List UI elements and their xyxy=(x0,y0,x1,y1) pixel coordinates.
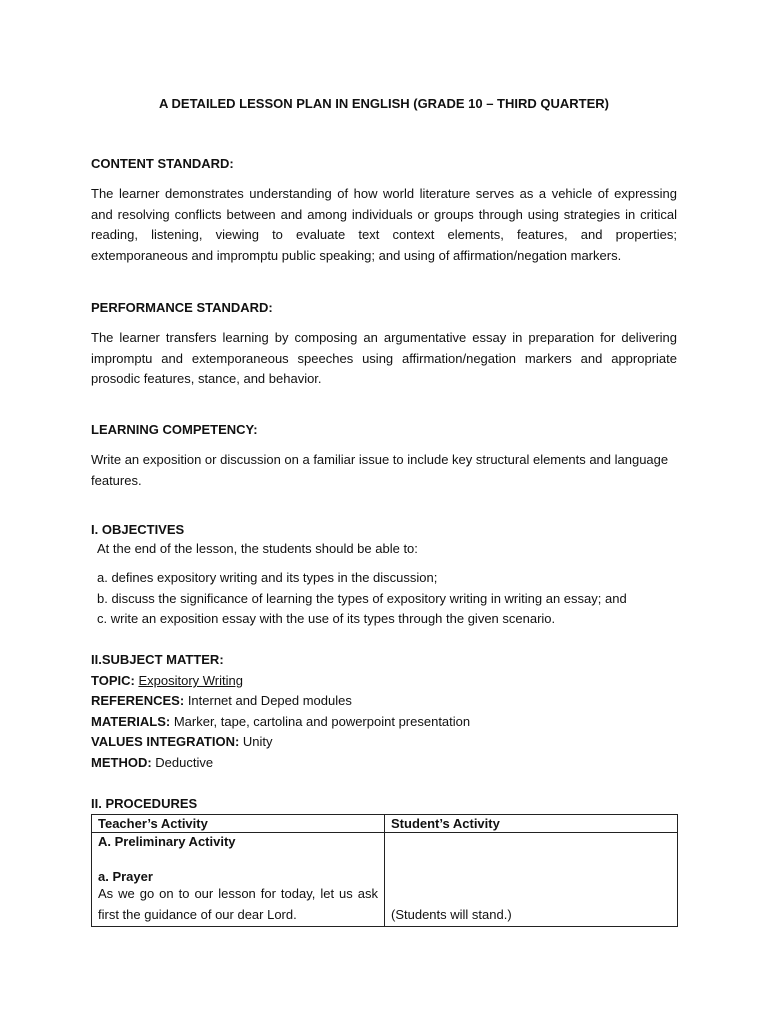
values-integration-label: VALUES INTEGRATION: xyxy=(91,734,240,749)
materials-line xyxy=(91,712,677,733)
table-row xyxy=(92,833,678,927)
values-integration-value: Unity xyxy=(242,734,273,749)
method-label: METHOD: xyxy=(91,755,152,770)
method-line xyxy=(91,753,677,774)
content-standard-section xyxy=(91,156,677,171)
objectives-heading: I. OBJECTIVES xyxy=(91,522,185,537)
references-line xyxy=(91,691,677,712)
student-activity-cell xyxy=(385,833,678,927)
topic-line xyxy=(91,671,677,692)
objective-item-c: c. write an exposition essay with the use of its types through the given scenario. xyxy=(97,611,556,626)
prayer-label: a. Prayer xyxy=(98,869,153,884)
objective-item-a: a. defines expository writing and its types in the discussion; xyxy=(97,570,438,585)
method-value: Deductive xyxy=(155,755,214,770)
performance-standard-heading: PERFORMANCE STANDARD: xyxy=(91,300,273,315)
topic-label: TOPIC: xyxy=(91,673,135,688)
objective-item-b: b. discuss the significance of learning the types of expository writing in writing an essay; and xyxy=(97,591,627,606)
subject-matter-heading-text: II.SUBJECT MATTER: xyxy=(91,652,224,667)
content-standard-text: The learner demonstrates understanding of how world literature serves as a vehicle of expressing and resolving conflicts between and among individuals or groups through using strategies in critical reading, listening, viewing to evaluate text context elements, features, and properties; extemporaneous and impromptu public speaking; and using of affirmation/negation markers. xyxy=(91,186,677,263)
objectives-intro: At the end of the lesson, the students should be able to: xyxy=(97,541,418,556)
procedures-table xyxy=(91,814,678,927)
content-standard-heading: CONTENT STANDARD: xyxy=(91,156,234,171)
materials-label: MATERIALS: xyxy=(91,714,171,729)
procedures-heading xyxy=(91,794,677,815)
preliminary-activity-label: A. Preliminary Activity xyxy=(98,834,236,849)
references-value: Internet and Deped modules xyxy=(187,693,352,708)
prayer-text: As we go on to our lesson for today, let us ask first the guidance of our dear Lord. xyxy=(98,886,378,922)
performance-standard-text: The learner transfers learning by composing an argumentative essay in preparation for delivering impromptu and extemporaneous speeches using affirmation/negation markers and appropriate prosodic features, stance, and behavior. xyxy=(91,330,677,387)
table-header-row xyxy=(92,815,678,833)
teacher-activity-cell xyxy=(92,833,385,927)
student-response: (Students will stand.) xyxy=(391,907,512,923)
learning-competency-section xyxy=(91,422,677,437)
materials-value: Marker, tape, cartolina and powerpoint presentation xyxy=(173,714,471,729)
subject-matter-heading xyxy=(91,650,677,671)
learning-competency-text: Write an exposition or discussion on a familiar issue to include key structural elements and language features. xyxy=(91,452,669,488)
performance-standard-section xyxy=(91,300,677,315)
references-label: REFERENCES: xyxy=(91,693,185,708)
document-title: A DETAILED LESSON PLAN IN ENGLISH (GRADE 10 – THIRD QUARTER) xyxy=(159,96,609,111)
learning-competency-heading: LEARNING COMPETENCY: xyxy=(91,422,258,437)
topic-value: Expository Writing xyxy=(138,673,243,688)
student-activity-header: Student’s Activity xyxy=(385,815,678,833)
values-integration-line xyxy=(91,732,677,753)
objectives-section xyxy=(91,522,677,537)
teacher-activity-header: Teacher’s Activity xyxy=(92,815,385,833)
procedures-heading-text: II. PROCEDURES xyxy=(91,796,198,811)
